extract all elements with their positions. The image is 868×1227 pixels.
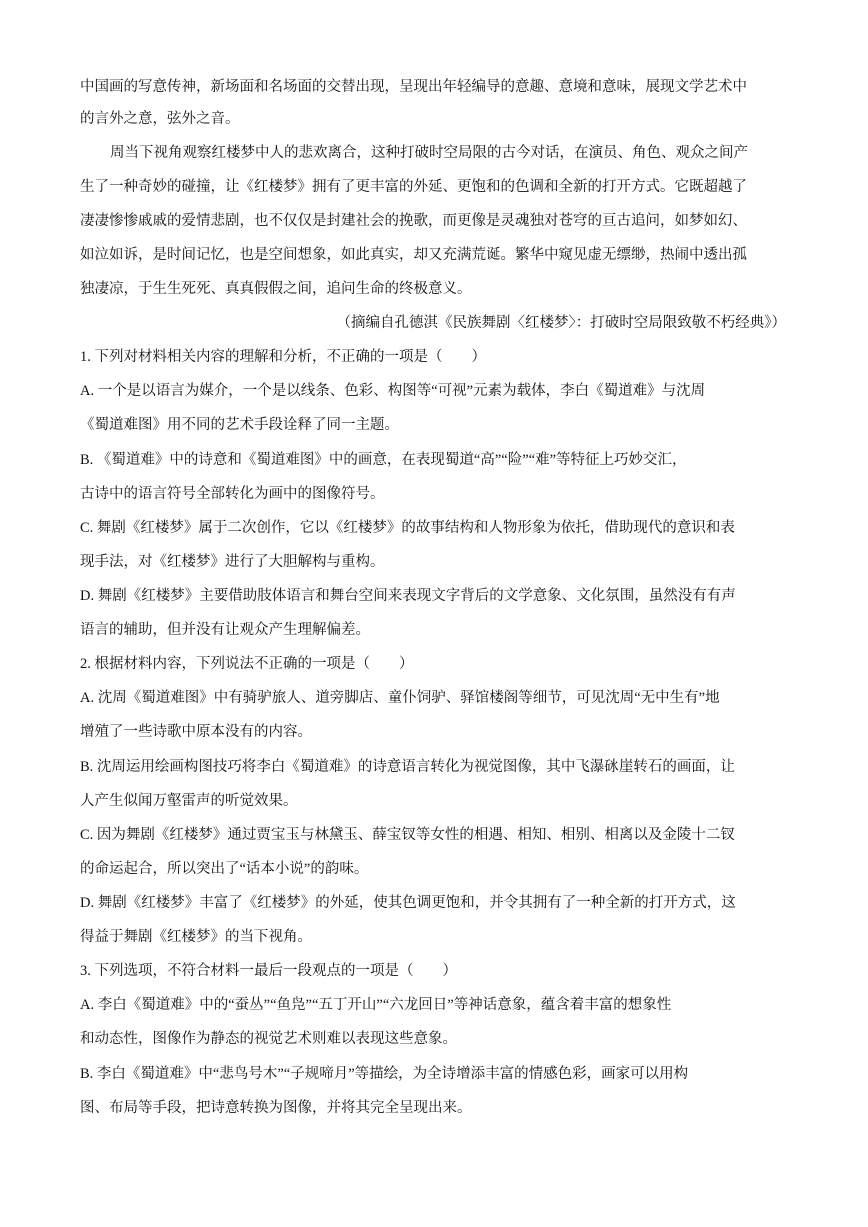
option-a-line2: 《蜀道难图》用不同的艺术手段诠释了同一主题。 [80, 417, 399, 433]
passage-line: 周当下视角观察红楼梦中人的悲欢离合，这种打破时空局限的古今对话，在演员、角色、观众之间产 [110, 145, 748, 161]
option-b-line2: 人产生似闻万壑雷声的听觉效果。 [80, 793, 298, 809]
option-c-line1: C. 舞剧《红楼梦》属于二次创作，它以《红楼梦》的故事结构和人物形象为依托，借助现代的意识和表 [80, 520, 735, 536]
option-b-line1: B. 李白《蜀道难》中“悲鸟号木”“子规啼月”等描绘，为全诗增添丰富的情感色彩，画家可以用构 [80, 1066, 689, 1082]
passage-line: 的言外之意，弦外之音。 [80, 111, 240, 127]
option-a-line2: 和动态性，图像作为静态的视觉艺术则难以表现这些意象。 [80, 1031, 457, 1047]
option-b-line1: B. 《蜀道难》中的诗意和《蜀道难图》中的画意，在表现蜀道“高”“险”“难”等特征上巧妙交汇， [80, 452, 687, 468]
option-c-line1: C. 因为舞剧《红楼梦》通过贾宝玉与林黛玉、薛宝钗等女性的相遇、相知、相别、相离以及金陵十二钗 [80, 827, 735, 843]
option-b-line2: 古诗中的语言符号全部转化为画中的图像符号。 [80, 486, 385, 502]
option-b-line1: B. 沈周运用绘画构图技巧将李白《蜀道难》的诗意语言转化为视觉图像，其中飞瀑砯崖转石的画面，让 [80, 759, 735, 775]
option-d-line1: D. 舞剧《红楼梦》丰富了《红楼梦》的外延，使其色调更饱和，并令其拥有了一种全新的打开方式，这 [80, 895, 736, 911]
option-a-line1: A. 李白《蜀道难》中的“蚕丛”“鱼凫”“五丁开山”“六龙回日”等神话意象，蕴含着丰富的想象性 [80, 997, 672, 1013]
option-d-line1: D. 舞剧《红楼梦》主要借助肢体语言和舞台空间来表现文字背后的文学意象、文化氛围，虽然没有有声 [80, 588, 736, 604]
passage-line: 如泣如诉，是时间记忆，也是空间想象，如此真实，却又充满荒诞。繁华中窥见虚无缥缈，热闹中透出孤 [80, 247, 747, 263]
passage-line: 凄凄惨惨戚戚的爱情悲剧，也不仅仅是封建社会的挽歌，而更像是灵魂独对苍穹的亘古追问，如梦如幻、 [80, 213, 747, 229]
passage-source: （摘编自孔德淇《民族舞剧〈红楼梦〉：打破时空局限致敬不朽经典》） [336, 315, 786, 331]
question-stem: 3. 下列选项，不符合材料一最后一段观点的一项是（ ） [80, 963, 457, 979]
option-c-line2: 现手法，对《红楼梦》进行了大胆解构与重构。 [80, 554, 385, 570]
option-a-line1: A. 沈周《蜀道难图》中有骑驴旅人、道旁脚店、童仆饲驴、驿馆楼阁等细节，可见沈周“无中生有”地 [80, 690, 720, 706]
option-c-line2: 的命运起合，所以突出了“话本小说”的韵味。 [80, 861, 369, 877]
passage-line: 独凄凉，于生生死死、真真假假之间，追问生命的终极意义。 [80, 281, 472, 297]
option-a-line1: A. 一个是以语言为媒介，一个是以线条、色彩、构图等“可视”元素为载体，李白《蜀道难》与沈周 [80, 383, 706, 399]
option-d-line2: 得益于舞剧《红楼梦》的当下视角。 [80, 929, 312, 945]
passage-line: 生了一种奇妙的碰撞，让《红楼梦》拥有了更丰富的外延、更饱和的色调和全新的打开方式。它既超越了 [80, 179, 747, 195]
option-b-line2: 图、布局等手段，把诗意转换为图像，并将其完全呈现出来。 [80, 1100, 472, 1116]
passage-line: 中国画的写意传神，新场面和名场面的交替出现，呈现出年轻编导的意趣、意境和意味，展现文学艺术中 [80, 79, 747, 95]
question-stem: 2. 根据材料内容，下列说法不正确的一项是（ ） [80, 656, 414, 672]
option-a-line2: 增殖了一些诗歌中原本没有的内容。 [80, 724, 312, 740]
option-d-line2: 语言的辅助，但并没有让观众产生理解偏差。 [80, 622, 370, 638]
question-stem: 1. 下列对材料相关内容的理解和分析，不正确的一项是（ ） [80, 349, 486, 365]
